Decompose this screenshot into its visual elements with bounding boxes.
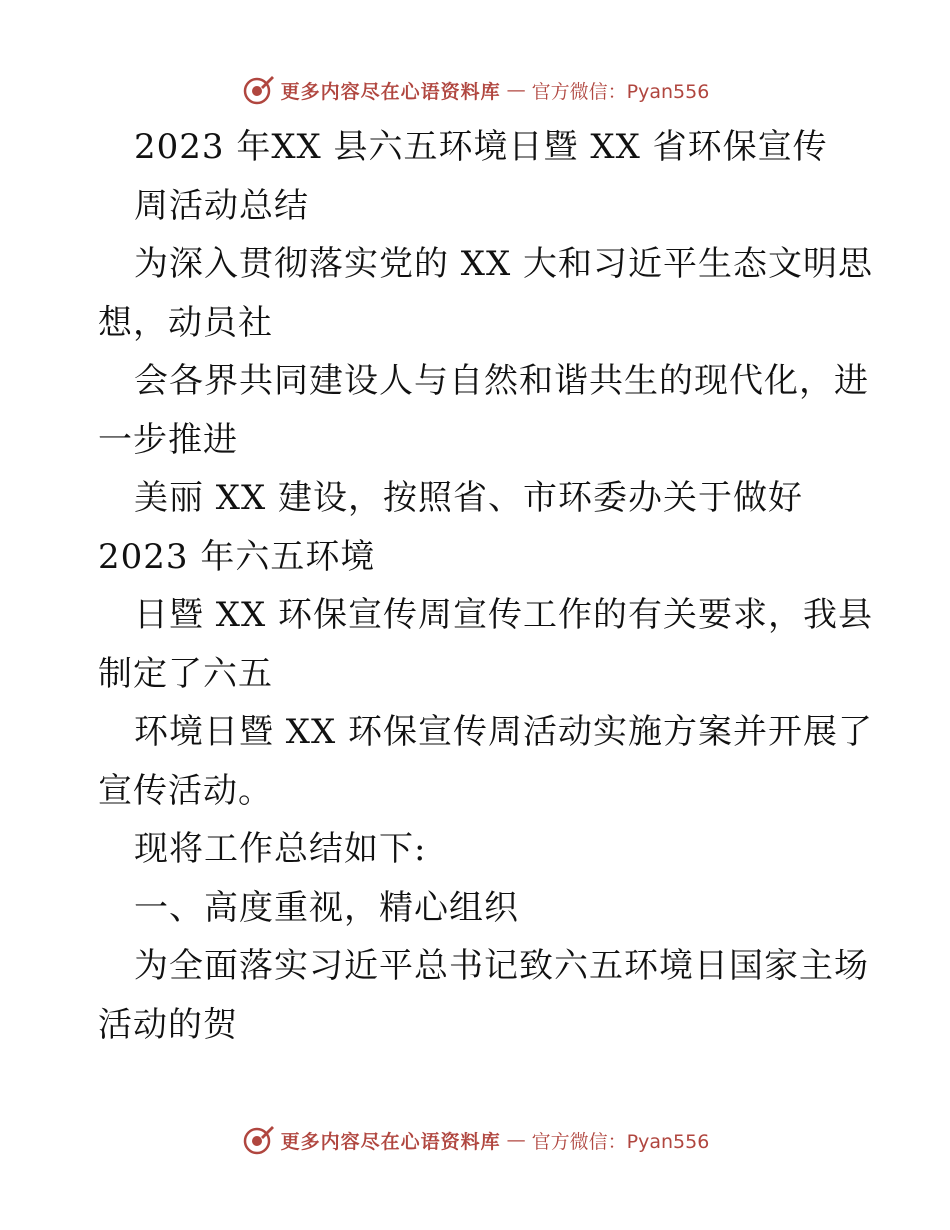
doc-line: 2023 年XX 县六五环境日暨 XX 省环保宣传 <box>134 127 828 167</box>
watermark-separator: — <box>506 1129 526 1151</box>
doc-line: 会各界共同建设人与自然和谐共生的现代化，进 <box>134 361 869 401</box>
document-body <box>98 118 874 1054</box>
doc-line: 为全面落实习近平总书记致六五环境日国家主场 <box>134 946 869 986</box>
doc-line: 一、高度重视，精心组织 <box>134 887 519 928</box>
watermark-text: 更多内容尽在心语资料库 <box>280 80 501 103</box>
doc-line: 美丽 XX 建设，按照省、市环委办关于做好 <box>134 478 804 518</box>
doc-line: 日暨 XX 环保宣传周宣传工作的有关要求，我县 <box>134 595 874 635</box>
footer-watermark <box>0 1120 950 1160</box>
brush-logo-icon <box>241 73 275 107</box>
doc-line: 为深入贯彻落实党的 XX 大和习近平生态文明思 <box>134 244 874 284</box>
doc-line: 一步推进 <box>98 419 238 460</box>
doc-line: 制定了六五 <box>98 653 273 694</box>
doc-line: 环境日暨 XX 环保宣传周活动实施方案并开展了 <box>134 712 874 752</box>
doc-line: 宣传活动。 <box>98 770 273 811</box>
doc-line: 想，动员社 <box>98 302 273 343</box>
watermark-text: 更多内容尽在心语资料库 <box>280 1130 501 1153</box>
brush-logo-icon <box>241 1123 275 1157</box>
doc-line: 现将工作总结如下: <box>134 829 427 869</box>
doc-line: 2023 年六五环境 <box>98 536 376 577</box>
doc-line: 活动的贺 <box>98 1004 238 1045</box>
watermark-account: 官方微信：Pyan556 <box>531 1130 710 1153</box>
watermark-account: 官方微信：Pyan556 <box>531 80 710 103</box>
doc-line: 周活动总结 <box>134 185 309 226</box>
header-watermark <box>0 70 950 110</box>
watermark-separator: — <box>506 79 526 101</box>
